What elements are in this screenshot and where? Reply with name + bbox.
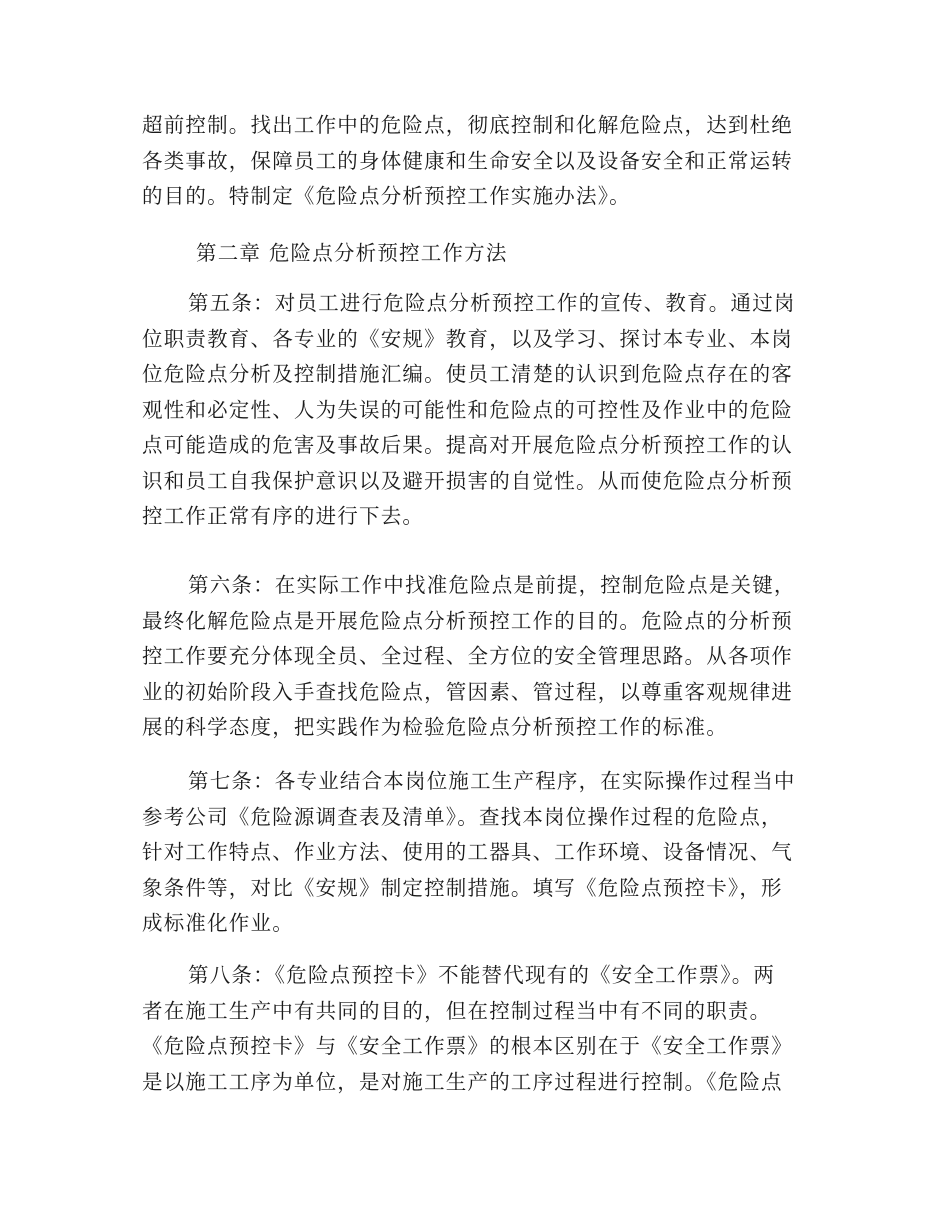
text-line: 各类事故，保障员工的身体健康和生命安全以及设备安全和正常运转 [142, 148, 793, 173]
text-line: 针对工作特点、作业方法、使用的工器具、工作环境、设备情况、气 [142, 840, 793, 864]
text-line: 位职责教育、各专业的《安规》教育，以及学习、探讨本专业、本岗 [142, 326, 793, 351]
article-5 [142, 286, 794, 535]
article-8 [142, 958, 794, 1100]
article-6 [142, 568, 794, 746]
text-line: 的目的。特制定《危险点分析预控工作实施办法》。 [142, 184, 631, 208]
text-line: 点可能造成的危害及事故后果。提高对开展危险点分析预控工作的认 [142, 433, 793, 457]
text-line: 观性和必定性、人为失误的可能性和危险点的可控性及作业中的危险 [142, 397, 793, 422]
article-7 [142, 764, 794, 942]
chapter-heading: 第二章 危险点分析预控工作方法 [196, 241, 508, 265]
text-line: 参考公司《危险源调查表及清单》。查找本岗位操作过程的危险点， [142, 804, 783, 829]
text-line: 位危险点分析及控制措施汇编。使员工清楚的认识到危险点存在的客 [142, 362, 793, 386]
text-line: 最终化解危险点是开展危险点分析预控工作的目的。危险点的分析预 [142, 608, 793, 633]
text-line: 者在施工生产中有共同的目的，但在控制过程当中有不同的职责。 [142, 998, 772, 1023]
text-line: 第六条：在实际工作中找准危险点是前提，控制危险点是关键， [188, 573, 796, 597]
text-line: 《危险点预控卡》与《安全工作票》的根本区别在于《安全工作票》 [142, 1034, 793, 1058]
text-line: 象条件等，对比《安规》制定控制措施。填写《危险点预控卡》，形 [142, 875, 783, 900]
paragraph-intro [142, 108, 794, 215]
text-line: 业的初始阶段入手查找危险点，管因素、管过程，以尊重客观规律进 [142, 679, 793, 704]
text-line: 第五条：对员工进行危险点分析预控工作的宣传、教育。通过岗 [188, 291, 796, 315]
text-line: 控工作要充分体现全员、全过程、全方位的安全管理思路。从各项作 [142, 644, 793, 668]
text-line: 控工作正常有序的进行下去。 [142, 504, 425, 528]
text-line: 识和员工自我保护意识以及避开损害的自觉性。从而使危险点分析预 [142, 468, 793, 493]
text-line: 超前控制。找出工作中的危险点，彻底控制和化解危险点，达到杜绝 [142, 113, 793, 137]
text-line: 第七条：各专业结合本岗位施工生产程序，在实际操作过程当中 [188, 769, 796, 793]
text-line: 成标准化作业。 [142, 911, 294, 935]
text-line: 是以施工工序为单位，是对施工生产的工序过程进行控制。《危险点 [142, 1069, 783, 1094]
text-line: 第八条：《危险点预控卡》不能替代现有的《安全工作票》。两 [188, 963, 776, 987]
text-line: 展的科学态度，把实践作为检验危险点分析预控工作的标准。 [142, 715, 728, 739]
